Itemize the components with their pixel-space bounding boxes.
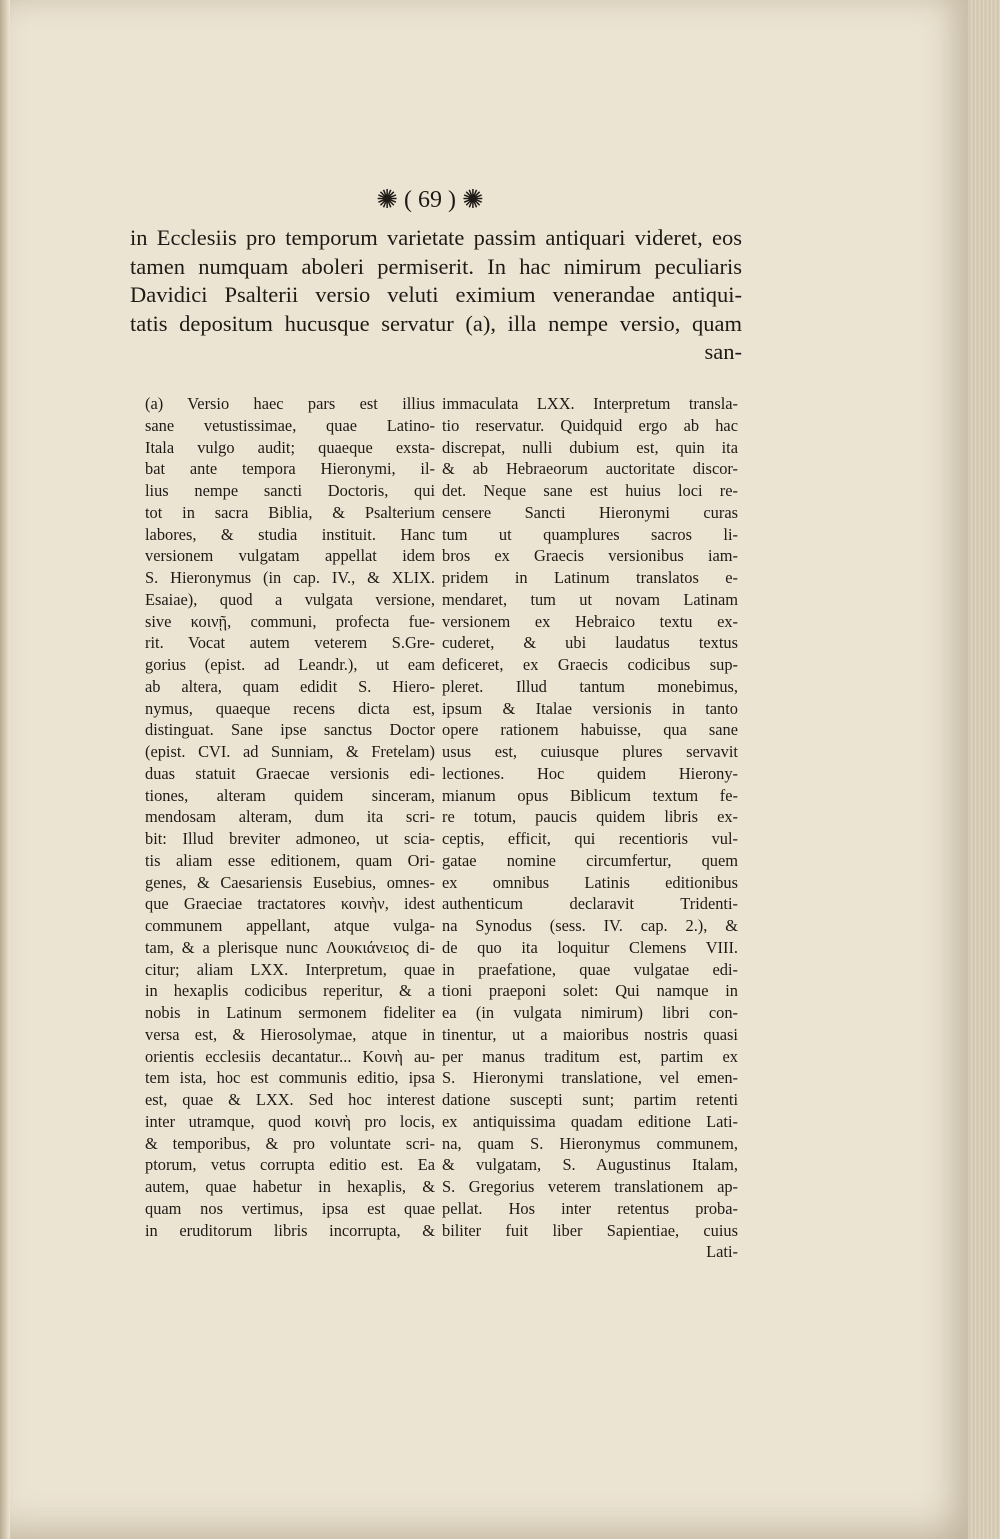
footnote-line: biliter fuit liber Sapientiae, cuius xyxy=(442,1220,738,1240)
footnote-line: authenticum declaravit Tridenti- xyxy=(442,894,738,914)
footnote-line: ptorum, vetus corrupta editio est. Ea xyxy=(145,1155,435,1175)
footnote-line: versionem ex Hebraico textu ex- xyxy=(442,611,738,631)
footnote-line: rit. Vocat autem veterem S.Gre- xyxy=(145,633,435,653)
footnote-line: opere rationem habuisse, qua sane xyxy=(442,720,738,740)
footnote-line: bat ante tempora Hieronymi, il- xyxy=(145,459,435,479)
footnote-line: in eruditorum libris incorrupta, & xyxy=(145,1220,435,1240)
footnote-line: inter utramque, quod κοινὴ pro locis, xyxy=(145,1111,435,1131)
footnote-line: tum ut quamplures sacros li- xyxy=(442,524,738,544)
footnote-line: bit: Illud breviter admoneo, ut scia- xyxy=(145,829,435,848)
footnote-line: (epist. CVI. ad Sunniam, & Fretelam) xyxy=(145,742,435,761)
footnote-line: pleret. Illud tantum monebimus, xyxy=(442,676,738,696)
gutter-shadow xyxy=(0,0,10,1539)
page-number: 69 xyxy=(418,186,442,213)
footnote-line: nymus, quaeque recens dicta est, xyxy=(145,698,435,718)
footnote-line: pridem in Latinum translatos e- xyxy=(442,568,738,587)
footnote-line: sive κοινῇ, communi, profecta fue- xyxy=(145,611,435,631)
footnote-line: immaculata LXX. Interpretum transla- xyxy=(442,394,738,413)
footnote-line: ab altera, quam edidit S. Hiero- xyxy=(145,676,435,696)
footnote-line: tis aliam esse editionem, quam Ori- xyxy=(145,850,435,870)
footnote-line: tiones, alteram quidem sinceram, xyxy=(145,785,435,805)
footnote-line: tem ista, hoc est communis editio, ipsa xyxy=(145,1068,435,1088)
footnote-line: censere Sancti Hieronymi curas xyxy=(442,502,738,522)
footnote-line: cuderet, & ubi laudatus textus xyxy=(442,633,738,653)
footnote-line: tot in sacra Biblia, & Psalterium xyxy=(145,502,435,522)
footnote-line: pellat. Hos inter retentus proba- xyxy=(442,1198,738,1218)
footnote-line: & temporibus, & pro voluntate scri- xyxy=(145,1133,435,1153)
footnote-line: bros ex Graecis versionibus iam- xyxy=(442,546,738,566)
footnote-line: genes, & Caesariensis Eusebius, omnes- xyxy=(145,872,435,892)
footnote-column-right xyxy=(442,393,738,1263)
main-line: Davidici Psalterii versio veluti eximium venerandae antiqui- xyxy=(130,282,742,308)
catchword: san- xyxy=(704,339,742,365)
footnote-line: deficeret, ex Graecis codicibus sup- xyxy=(442,655,738,674)
footnote-line: est, quae & LXX. Sed hoc interest xyxy=(145,1090,435,1109)
footnote-line: Itala vulgo audit; quaeque exsta- xyxy=(145,437,435,457)
footnote-line: datione suscepti sunt; partim retenti xyxy=(442,1090,738,1109)
main-line: tatis depositum hucusque servatur (a), illa nempe versio, quam xyxy=(130,310,742,336)
footnote-line: lectiones. Hoc quidem Hierony- xyxy=(442,763,738,783)
footnote-line: S. Hieronymi translatione, vel emen- xyxy=(442,1068,738,1088)
footnote-line: citur; aliam LXX. Interpretum, quae xyxy=(145,959,435,979)
footnote-line: mianum opus Biblicum textum fe- xyxy=(442,785,738,805)
footnote-line: Lati- xyxy=(706,1242,738,1262)
footnote-line: ex omnibus Latinis editionibus xyxy=(442,872,738,892)
footnote-line: gorius (epist. ad Leandr.), ut eam xyxy=(145,655,435,674)
footnote-line: duas statuit Graecae versionis edi- xyxy=(145,763,435,783)
footnote-line: S. Gregorius veterem translationem ap- xyxy=(442,1177,738,1196)
footnote-line: mendaret, tum ut novam Latinam xyxy=(442,589,738,609)
footnote-line: de quo ita loquitur Clemens VIII. xyxy=(442,937,738,957)
footnote-line: per manus traditum est, partim ex xyxy=(442,1046,738,1066)
footnote-line: Esaiae), quod a vulgata versione, xyxy=(145,589,435,609)
page-header xyxy=(360,182,500,218)
main-text xyxy=(130,224,742,367)
footnote-line: ipsum & Italae versionis in tanto xyxy=(442,698,738,718)
footnote-line: re totum, paucis quidem libris ex- xyxy=(442,807,738,827)
footnote-line: autem, quae habetur in hexaplis, & xyxy=(145,1177,435,1196)
footnote-line: nobis in Latinum sermonem fideliter xyxy=(145,1003,435,1022)
footnote-line: sane vetustissimae, quae Latino- xyxy=(145,415,435,435)
ornament-left-icon: ✺ xyxy=(376,185,398,214)
main-line: in Ecclesiis pro temporum varietate passim antiquari videret, eos xyxy=(130,225,742,250)
footnote-line: quam nos vertimus, ipsa est quae xyxy=(145,1198,435,1218)
footnote-line: & ab Hebraeorum auctoritate discor- xyxy=(442,459,738,479)
footnote-line: tam, & a plerisque nunc Λουκιάνειος di- xyxy=(145,937,435,957)
footnote-line: lius nempe sancti Doctoris, qui xyxy=(145,481,435,500)
footnote-line: versa est, & Hierosolymae, atque in xyxy=(145,1024,435,1044)
footnote-line: usus est, cuiusque plures servavit xyxy=(442,742,738,761)
footnote-line: na, quam S. Hieronymus communem, xyxy=(442,1133,738,1153)
footnote-line: que Graeciae tractatores κοινὴν, idest xyxy=(145,894,435,914)
footnote-line: ex antiquissima quadam editione Lati- xyxy=(442,1111,738,1131)
page-edges xyxy=(968,0,1000,1539)
footnote-line: tio reservatur. Quidquid ergo ab hac xyxy=(442,415,738,435)
page-number-open: ( xyxy=(404,186,412,213)
footnote-line: orientis ecclesiis decantatur... Κοινὴ au- xyxy=(145,1046,435,1066)
footnote-line: ceptis, efficit, qui recentioris vul- xyxy=(442,829,738,848)
footnote-line: in hexaplis codicibus reperitur, & a xyxy=(145,981,435,1001)
footnote-line: discrepat, nulli dubium est, quin ita xyxy=(442,437,738,457)
footnote-line: mendosam alteram, dum ita scri- xyxy=(145,807,435,827)
ornament-right-icon: ✺ xyxy=(462,185,484,214)
footnote-line: distinguat. Sane ipse sanctus Doctor xyxy=(145,720,435,740)
footnote-line: (a) Versio haec pars est illius xyxy=(145,394,435,413)
footnote-line: labores, & studia instituit. Hanc xyxy=(145,524,435,544)
footnote-line: versionem vulgatam appellat idem xyxy=(145,546,435,566)
footnote-line: communem appellant, atque vulga- xyxy=(145,916,435,935)
footnote-line: det. Neque sane est huius loci re- xyxy=(442,481,738,500)
footnote-line: ea (in vulgata nimirum) libri con- xyxy=(442,1003,738,1022)
footnote-line: tinentur, ut a maioribus nostris quasi xyxy=(442,1024,738,1044)
footnote-line: & vulgatam, S. Augustinus Italam, xyxy=(442,1155,738,1175)
main-line: tamen numquam aboleri permiserit. In hac nimirum peculiaris xyxy=(130,253,742,279)
footnote-line: na Synodus (sess. IV. cap. 2.), & xyxy=(442,916,738,935)
footnote-line: gatae nomine circumfertur, quem xyxy=(442,850,738,870)
footnote-line: tioni praeponi solet: Qui namque in xyxy=(442,981,738,1001)
page-number-close: ) xyxy=(448,186,456,213)
footnote-line: in praefatione, quae vulgatae edi- xyxy=(442,959,738,979)
footnote-column-left xyxy=(145,393,435,1241)
footnote-line: S. Hieronymus (in cap. IV., & XLIX. xyxy=(145,568,435,587)
